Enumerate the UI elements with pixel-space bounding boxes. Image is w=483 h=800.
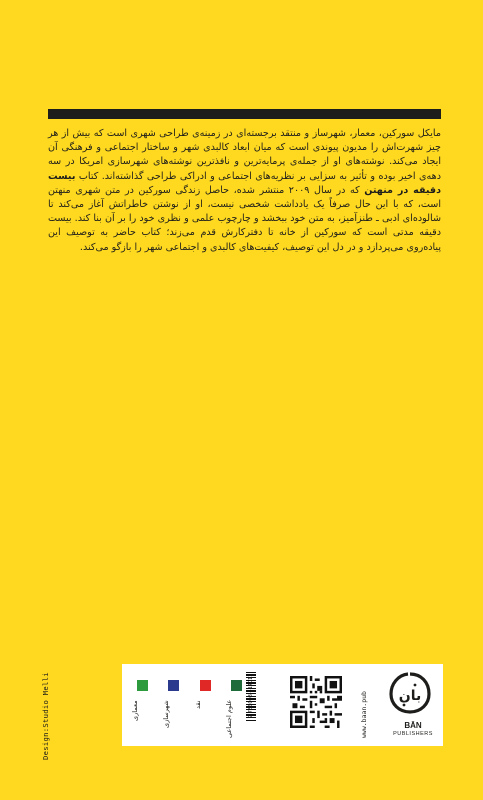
publisher-name: BĀN (404, 721, 422, 730)
category-social-sciences (225, 680, 247, 739)
qr-code-icon (290, 676, 342, 728)
category-label: علوم اجتماعی (225, 700, 233, 739)
category-urbanism (162, 680, 184, 728)
publisher-website: www.baan.pub (360, 691, 368, 738)
publisher-logo (385, 670, 435, 720)
category-label: شهرسازی (162, 700, 170, 728)
blurb-lead: مایکل سورکین، معمار، شهرساز و منتقد برجسته‌ای در زمینه‌ی طراحی شهری است که بیش از هر چیز شهرت‌اش را مدیون پیوندی است که میان ابعاد کالبدی شهر و ساختار اجتماعی و فرهنگی آن ایجاد می‌کند. نوشته‌های او از جمله‌ی پرمایه‌ترین و نافذترین نوشته‌های شهرسازی امریکا در سه دهه‌ی اخیر بوده و تأثیر به سزایی بر نظریه‌های اجتماعی و ادراکی طراحی گذاشته‌اند. کتاب (48, 128, 441, 182)
publisher-subtitle: PUBLISHERS (393, 731, 433, 737)
category-critique (194, 680, 216, 709)
category-swatch (168, 680, 179, 691)
blurb-rest: که در سال ۲۰۰۹ منتشر شده، حاصل زندگی سورکین در متن شهری منهتن است، که با این حال صرفاً یک یادداشت شخصی نیست، او از نوشتن خاطراتش آغاز می‌کند تا شالوده‌ای ادبی ـ طنزآمیز، به متن خود ببخشد و چارچوب علمی و نظری خود را بر آن بنا کند. بیست دقیقه مدتی است که سورکین از خانه تا دفترکارش قدم می‌زند؛ کتاب حاضر به توصیف این پیاده‌روی می‌پردازد و در دل این توصیف، کیفیت‌های کالبدی و اجتماعی شهر را بازگو می‌کند. (48, 184, 441, 253)
isbn-number: 9 786008 414012 (248, 673, 254, 718)
category-swatch (231, 680, 242, 691)
category-swatch (200, 680, 211, 691)
category-architecture (131, 680, 153, 721)
isbn-barcode (246, 672, 256, 737)
back-cover-blurb (48, 127, 441, 255)
category-label: معماری (131, 700, 139, 721)
category-swatch (137, 680, 148, 691)
header-rule (48, 109, 441, 119)
design-credit: Design:Studio Melli (41, 672, 50, 760)
category-label: نقد (194, 700, 202, 709)
logo-text: بان (398, 688, 422, 704)
book-title: بیست دقیقه در منهتن (48, 170, 441, 196)
